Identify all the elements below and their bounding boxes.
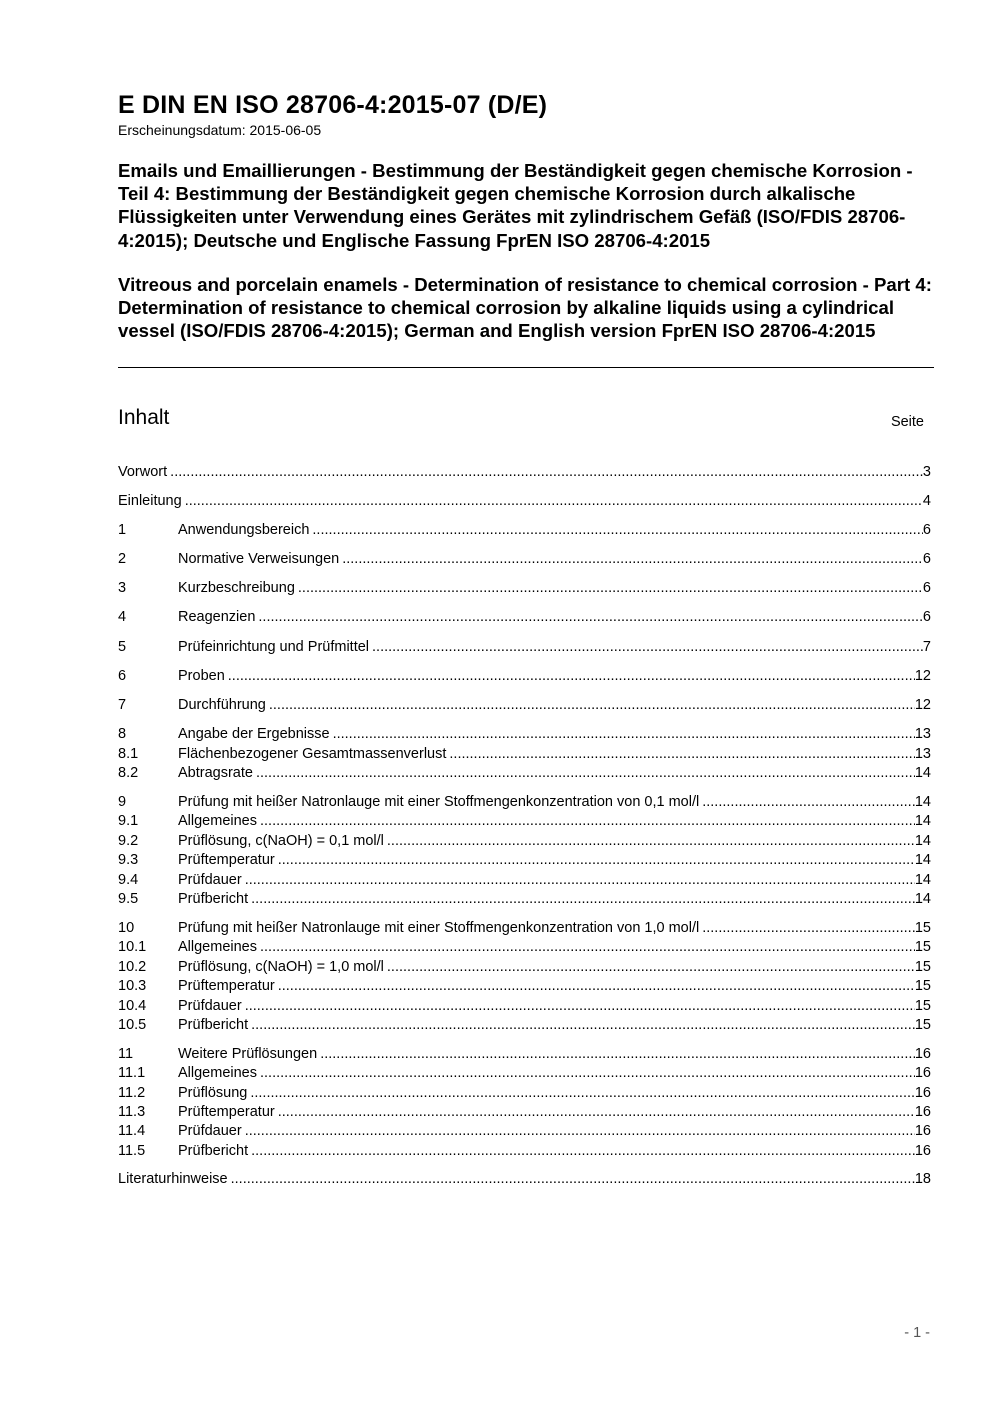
toc-entry <box>178 764 931 782</box>
toc-page-number: 14 <box>914 891 931 907</box>
toc-title: Anwendungsbereich <box>178 522 310 538</box>
toc-entry <box>178 1103 931 1121</box>
toc-title: Allgemeines <box>178 939 257 955</box>
toc-section-number: 9.3 <box>118 852 139 868</box>
toc-page-number: 15 <box>914 1017 931 1033</box>
german-title: Emails und Emaillierungen - Bestimmung der Beständigkeit gegen chemische Korrosion - Teil 4: Bestimmung der Beständigkeit gegen chemische Korrosion durch alkalische Flüssigkeiten unter Verwendung eines Gerätes mit zylindrischem Gefäß (ISO/FDIS 28706-4:2015); Deutsche und Englische Fassung FprEN ISO 28706-4:2015 <box>118 160 913 251</box>
toc-section-number: 9.1 <box>118 813 139 829</box>
toc-row <box>118 579 931 597</box>
toc-title: Literaturhinweise <box>118 1171 228 1187</box>
toc-entry <box>178 1142 931 1160</box>
toc-title: Abtragsrate <box>178 765 253 781</box>
toc-page-label: Seite <box>890 414 924 430</box>
toc-title: Normative Verweisungen <box>178 551 340 567</box>
toc-row <box>118 521 931 539</box>
toc-entry <box>178 851 931 869</box>
toc-row <box>118 1122 931 1140</box>
toc-leader-dots <box>248 890 915 908</box>
toc-row <box>118 1170 931 1188</box>
toc-title: Proben <box>178 668 225 684</box>
toc-entry <box>178 1064 931 1082</box>
toc-leader-dots <box>247 1084 915 1102</box>
toc-entry <box>178 938 931 956</box>
toc-entry <box>178 745 931 763</box>
page-number: - 1 - <box>904 1325 930 1341</box>
toc-page-number: 14 <box>914 794 931 810</box>
toc-entry <box>178 1016 931 1034</box>
toc-page-number: 12 <box>914 668 931 684</box>
toc-leader-dots <box>699 793 915 811</box>
toc-leader-dots <box>257 812 915 830</box>
toc-leader-dots <box>369 638 923 656</box>
toc-page-number: 6 <box>922 522 931 538</box>
toc-row <box>118 871 931 889</box>
toc-title: Prüfdauer <box>178 1123 242 1139</box>
toc-leader-dots <box>182 492 923 510</box>
toc-section-number: 11.1 <box>118 1065 146 1081</box>
toc-title: Prüflösung, c(NaOH) = 1,0 mol/l <box>178 959 384 975</box>
toc-leader-dots <box>339 550 923 568</box>
toc-row <box>118 638 931 656</box>
toc-title: Flächenbezogener Gesamtmassenverlust <box>178 746 447 762</box>
toc-row <box>118 919 931 937</box>
title-divider <box>118 367 934 368</box>
toc-section-number: 9.2 <box>118 833 139 849</box>
toc-entry <box>178 958 931 976</box>
toc-row <box>118 793 931 811</box>
toc-page-number: 14 <box>914 765 931 781</box>
toc-section-number: 9.5 <box>118 891 139 907</box>
toc-leader-dots <box>699 919 915 937</box>
toc-title: Prüfdauer <box>178 998 242 1014</box>
toc-title: Weitere Prüflösungen <box>178 1046 318 1062</box>
toc-leader-dots <box>275 851 915 869</box>
toc-title: Allgemeines <box>178 1065 257 1081</box>
toc-leader-dots <box>242 997 915 1015</box>
toc-page-number: 14 <box>914 852 931 868</box>
toc-row <box>118 1016 931 1034</box>
toc-section-number: 1 <box>118 522 127 538</box>
toc-row <box>118 492 931 510</box>
toc-section-number: 8.1 <box>118 746 139 762</box>
toc-title: Prüfbericht <box>178 1143 249 1159</box>
toc-section-number: 10 <box>118 920 135 936</box>
toc-page-number: 15 <box>914 998 931 1014</box>
toc-row <box>118 1142 931 1160</box>
toc-page-number: 13 <box>914 746 931 762</box>
toc-row <box>118 725 931 743</box>
toc-leader-dots <box>255 608 923 626</box>
toc-section-number: 9.4 <box>118 872 139 888</box>
toc-title: Prüfbericht <box>178 891 249 907</box>
toc-section-number: 4 <box>118 609 127 625</box>
toc-row <box>118 997 931 1015</box>
toc-row <box>118 977 931 995</box>
toc-row <box>118 745 931 763</box>
toc-row <box>118 1103 931 1121</box>
toc-page-number: 3 <box>922 464 931 480</box>
document-id: E DIN EN ISO 28706-4:2015-07 (D/E) <box>118 91 548 119</box>
toc-title: Kurzbeschreibung <box>178 580 295 596</box>
toc-page-number: 13 <box>914 726 931 742</box>
toc-title: Durchführung <box>178 697 266 713</box>
toc-row <box>118 812 931 830</box>
toc-entry <box>178 521 931 539</box>
toc-title: Prüfung mit heißer Natronlauge mit einer Stoffmengenkonzentration von 0,1 mol/l <box>178 794 700 810</box>
toc-entry <box>178 725 931 743</box>
toc-leader-dots <box>275 1103 915 1121</box>
toc-entry <box>178 608 931 626</box>
toc-leader-dots <box>330 725 915 743</box>
toc-leader-dots <box>384 958 915 976</box>
toc-row <box>118 1064 931 1082</box>
toc-leader-dots <box>167 463 923 481</box>
toc-title: Prüfbericht <box>178 1017 249 1033</box>
toc-entry <box>178 812 931 830</box>
toc-leader-dots <box>242 1122 915 1140</box>
toc-leader-dots <box>225 667 915 685</box>
toc-row <box>118 1084 931 1102</box>
toc-entry <box>178 919 931 937</box>
toc-title: Allgemeines <box>178 813 257 829</box>
toc-row <box>118 1045 931 1063</box>
toc-row <box>118 764 931 782</box>
toc-title: Angabe der Ergebnisse <box>178 726 330 742</box>
toc-leader-dots <box>228 1170 915 1188</box>
publication-date: Erscheinungsdatum: 2015-06-05 <box>118 122 322 138</box>
toc-section-number: 9 <box>118 794 127 810</box>
toc-entry <box>178 667 931 685</box>
toc-entry <box>118 1170 931 1188</box>
toc-page-number: 15 <box>914 959 931 975</box>
toc-leader-dots <box>253 764 915 782</box>
toc-page-number: 16 <box>914 1046 931 1062</box>
toc-row <box>118 463 931 481</box>
toc-section-number: 10.1 <box>118 939 147 955</box>
toc-leader-dots <box>248 1016 915 1034</box>
toc-entry <box>178 1122 931 1140</box>
toc-section-number: 11.5 <box>118 1143 146 1159</box>
toc-entry <box>118 463 931 481</box>
toc-entry <box>178 579 931 597</box>
toc-leader-dots <box>384 832 915 850</box>
toc-row <box>118 550 931 568</box>
toc-entry <box>178 890 931 908</box>
toc-page-number: 18 <box>914 1171 931 1187</box>
toc-entry <box>178 638 931 656</box>
toc-page-number: 14 <box>914 833 931 849</box>
toc-page-number: 16 <box>914 1123 931 1139</box>
toc-section-number: 10.3 <box>118 978 147 994</box>
toc-section-number: 2 <box>118 551 127 567</box>
toc-leader-dots <box>317 1045 915 1063</box>
toc-title: Prüflösung, c(NaOH) = 0,1 mol/l <box>178 833 384 849</box>
toc-page-number: 15 <box>914 920 931 936</box>
toc-page-number: 14 <box>914 872 931 888</box>
toc-row <box>118 608 931 626</box>
toc-row <box>118 851 931 869</box>
toc-section-number: 10.2 <box>118 959 147 975</box>
toc-row <box>118 958 931 976</box>
toc-leader-dots <box>242 871 915 889</box>
toc-leader-dots <box>257 1064 915 1082</box>
toc-page-number: 16 <box>914 1085 931 1101</box>
toc-entry <box>178 997 931 1015</box>
toc-entry <box>178 793 931 811</box>
toc-section-number: 7 <box>118 697 127 713</box>
toc-row <box>118 890 931 908</box>
toc-entry <box>178 550 931 568</box>
toc-entry <box>178 977 931 995</box>
toc-page-number: 4 <box>922 493 931 509</box>
toc-leader-dots <box>275 977 915 995</box>
toc-row <box>118 667 931 685</box>
toc-page-number: 6 <box>922 551 931 567</box>
toc-section-number: 8 <box>118 726 127 742</box>
toc-entry <box>178 1084 931 1102</box>
toc-section-number: 8.2 <box>118 765 139 781</box>
toc-leader-dots <box>446 745 914 763</box>
toc-page-number: 6 <box>922 609 931 625</box>
toc-leader-dots <box>309 521 923 539</box>
toc-title: Vorwort <box>118 464 168 480</box>
toc-section-number: 11.3 <box>118 1104 146 1120</box>
toc-leader-dots <box>266 696 915 714</box>
toc-title: Prüflösung <box>178 1085 248 1101</box>
toc-title: Prüfung mit heißer Natronlauge mit einer Stoffmengenkonzentration von 1,0 mol/l <box>178 920 700 936</box>
toc-row <box>118 938 931 956</box>
toc-title: Einleitung <box>118 493 182 509</box>
toc-section-number: 11 <box>118 1046 134 1062</box>
english-title: Vitreous and porcelain enamels - Determination of resistance to chemical corrosion - Part 4: Determination of resistance to chemical corrosion by alkaline liquids using a cylindrical vessel (ISO/FDIS 28706-4:2015); German and English version FprEN ISO 28706-4:2015 <box>118 274 932 342</box>
toc-section-number: 11.4 <box>118 1123 146 1139</box>
toc-entry <box>178 871 931 889</box>
toc-section-number: 10.5 <box>118 1017 147 1033</box>
toc-title: Prüftemperatur <box>178 852 275 868</box>
toc-row <box>118 832 931 850</box>
toc-section-number: 5 <box>118 639 127 655</box>
toc-page-number: 15 <box>914 978 931 994</box>
toc-leader-dots <box>248 1142 915 1160</box>
toc-heading: Inhalt <box>118 406 170 429</box>
toc-page-number: 16 <box>914 1065 931 1081</box>
toc-page-number: 6 <box>922 580 931 596</box>
toc-title: Reagenzien <box>178 609 256 625</box>
toc-row <box>118 696 931 714</box>
toc-page-number: 16 <box>914 1104 931 1120</box>
toc-page-number: 15 <box>914 939 931 955</box>
toc-section-number: 3 <box>118 580 127 596</box>
toc-entry <box>118 492 931 510</box>
toc-page-number: 12 <box>914 697 931 713</box>
toc-title: Prüftemperatur <box>178 978 275 994</box>
toc-page-number: 16 <box>914 1143 931 1159</box>
toc-page-number: 7 <box>922 639 931 655</box>
toc-section-number: 10.4 <box>118 998 147 1014</box>
toc-title: Prüfeinrichtung und Prüfmittel <box>178 639 370 655</box>
toc-section-number: 11.2 <box>118 1085 146 1101</box>
toc-leader-dots <box>295 579 923 597</box>
toc-entry <box>178 696 931 714</box>
toc-entry <box>178 832 931 850</box>
toc-section-number: 6 <box>118 668 127 684</box>
toc-title: Prüfdauer <box>178 872 242 888</box>
toc-title: Prüftemperatur <box>178 1104 275 1120</box>
toc-entry <box>178 1045 931 1063</box>
toc-leader-dots <box>257 938 915 956</box>
toc-page-number: 14 <box>914 813 931 829</box>
